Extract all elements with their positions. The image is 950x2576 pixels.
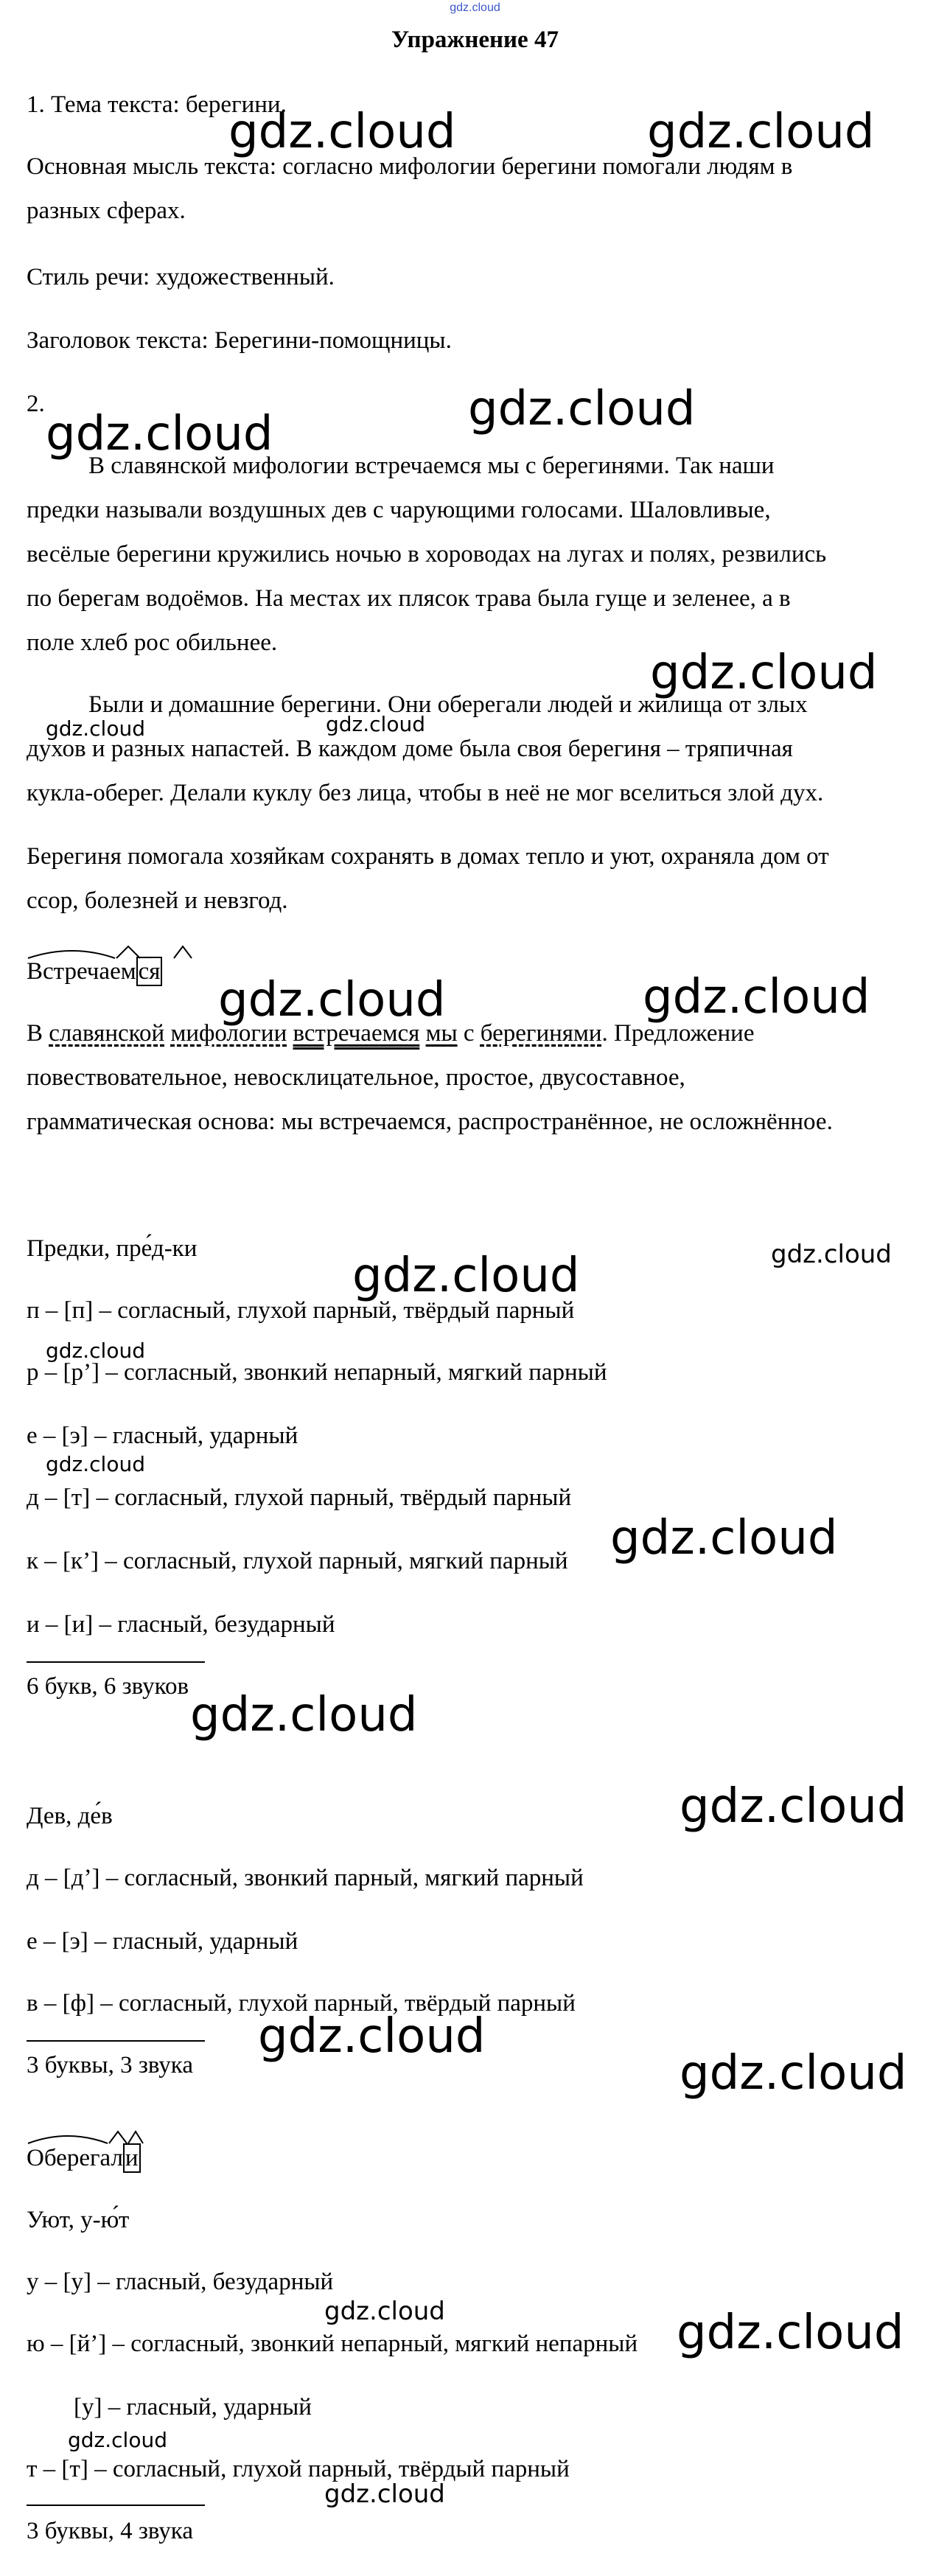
watermark: gdz.cloud bbox=[326, 712, 425, 736]
watermark: gdz.cloud bbox=[46, 1338, 145, 1363]
text-speech-style: Стиль речи: художественный. bbox=[27, 264, 335, 290]
paragraph-1-line: по берегам водоёмов. На местах их плясок трава была гуще и зеленее, а в bbox=[27, 585, 791, 612]
morpheme-marks bbox=[27, 2127, 174, 2149]
object-word: берегинями bbox=[480, 1020, 602, 1047]
phonetic-row: у – [у] – гласный, безударный bbox=[27, 2269, 334, 2295]
phonetic-row: т – [т] – согласный, глухой парный, твёрдый парный bbox=[27, 2456, 570, 2482]
watermark: gdz.cloud bbox=[643, 970, 870, 1025]
phonetic-word: Дев, де́в bbox=[27, 1803, 113, 1829]
phonetic-row: е – [э] – гласный, ударный bbox=[27, 1423, 298, 1449]
paragraph-1-line: предки называли воздушных дев с чарующими голосами. Шаловливые, bbox=[27, 497, 771, 523]
sentence-parse-line: грамматическая основа: мы встречаемся, распространённое, не осложнённое. bbox=[27, 1109, 833, 1135]
watermark: gdz.cloud bbox=[46, 407, 273, 461]
paragraph-1-line: поле хлеб рос обильнее. bbox=[27, 629, 278, 656]
phonetic-row: д – [д’] – согласный, звонкий парный, мягкий парный bbox=[27, 1865, 584, 1891]
paragraph-3-line: Берегиня помогала хозяйкам сохранять в домах тепло и уют, охраняла дом от bbox=[27, 843, 829, 870]
paragraph-2-line: кукла-оберег. Делали куклу без лица, чтобы в неё не мог вселиться злой дух. bbox=[27, 780, 824, 806]
paragraph-1-line: весёлые берегини кружились ночью в хороводах на лугах и полях, резвились bbox=[27, 541, 827, 568]
morpheme-ending: и bbox=[123, 2143, 141, 2173]
predicate-word: встречаемся bbox=[293, 1020, 420, 1047]
subject-word: мы bbox=[425, 1020, 458, 1047]
phonetic-row: в – [ф] – согласный, глухой парный, твёрдый парный bbox=[27, 1990, 576, 2017]
watermark: gdz.cloud bbox=[228, 105, 456, 159]
watermark: gdz.cloud bbox=[258, 2009, 486, 2064]
phonetic-row: р – [р’] – согласный, звонкий непарный, мягкий парный bbox=[27, 1359, 607, 1386]
phonetic-total: 3 буквы, 4 звука bbox=[27, 2518, 193, 2544]
phonetic-word: Предки, пре́д-ки bbox=[27, 1235, 198, 1262]
watermark: gdz.cloud bbox=[352, 1249, 580, 1303]
morpheme-marks bbox=[27, 942, 218, 964]
morpheme-suffix: л bbox=[111, 2145, 123, 2171]
watermark: gdz.cloud bbox=[468, 382, 696, 436]
watermark: gdz.cloud bbox=[650, 646, 878, 700]
phonetic-row: и – [и] – гласный, безударный bbox=[27, 1611, 335, 1638]
item-number-2: 2. bbox=[27, 391, 45, 417]
watermark: gdz.cloud bbox=[324, 2479, 445, 2509]
phonetic-word: Уют, у-ю́т bbox=[27, 2207, 130, 2233]
watermark: gdz.cloud bbox=[46, 716, 145, 741]
phonetic-row: ю – [й’] – согласный, звонкий непарный, мягкий непарный bbox=[27, 2331, 638, 2357]
site-label-small: gdz.cloud bbox=[450, 1, 500, 14]
watermark: gdz.cloud bbox=[324, 2297, 445, 2326]
text-main-idea: Основная мысль текста: согласно мифологии берегини помогали людям в bbox=[27, 153, 793, 180]
phonetic-row: п – [п] – согласный, глухой парный, твёрдый парный bbox=[27, 1297, 575, 1324]
text-heading: Заголовок текста: Берегини-помощницы. bbox=[27, 327, 452, 354]
paragraph-3-line: ссор, болезней и невзгод. bbox=[27, 887, 288, 914]
morpheme-ending: ся bbox=[136, 957, 163, 986]
watermark: gdz.cloud bbox=[680, 1779, 907, 1834]
watermark: gdz.cloud bbox=[610, 1511, 838, 1566]
watermark: gdz.cloud bbox=[46, 1452, 145, 1476]
phonetic-row: [у] – гласный, ударный bbox=[74, 2394, 312, 2420]
attribute-word: славянской bbox=[49, 1020, 165, 1047]
paragraph-2-line: духов и разных напастей. В каждом доме была своя берегиня – тряпичная bbox=[27, 736, 793, 762]
morpheme-root: Встреча bbox=[27, 958, 111, 985]
watermark: gdz.cloud bbox=[771, 1240, 892, 1269]
phonetic-total: 3 буквы, 3 звука bbox=[27, 2052, 193, 2078]
watermark: gdz.cloud bbox=[680, 2046, 907, 2101]
paragraph-1-line: В славянской мифологии встречаемся мы с берегинями. Так наши bbox=[88, 453, 775, 479]
page-title: Упражнение 47 bbox=[391, 27, 559, 53]
divider bbox=[27, 1661, 205, 1663]
phonetic-row: д – [т] – согласный, глухой парный, твёрдый парный bbox=[27, 1484, 572, 1511]
morpheme-root: Оберега bbox=[27, 2145, 111, 2171]
phonetic-row: е – [э] – гласный, ударный bbox=[27, 1928, 298, 1955]
divider bbox=[27, 2505, 205, 2506]
watermark: gdz.cloud bbox=[677, 2306, 904, 2360]
circumstance-word: мифологии bbox=[170, 1020, 287, 1047]
watermark: gdz.cloud bbox=[68, 2428, 167, 2452]
sentence-parse-line: повествовательное, невосклицательное, простое, двусоставное, bbox=[27, 1064, 685, 1091]
watermark: gdz.cloud bbox=[647, 105, 875, 159]
morpheme-suffix: ем bbox=[110, 958, 136, 985]
watermark: gdz.cloud bbox=[218, 973, 446, 1027]
text-theme: 1. Тема текста: берегини. bbox=[27, 91, 287, 118]
text-main-idea-cont: разных сферах. bbox=[27, 198, 186, 224]
phonetic-row: к – [к’] – согласный, глухой парный, мягкий парный bbox=[27, 1548, 568, 1574]
sentence-parse-line: В славянской мифологии встречаемся мы с берегинями. Предложение bbox=[27, 1020, 755, 1047]
paragraph-2-line: Были и домашние берегини. Они оберегали людей и жилища от злых bbox=[88, 691, 808, 718]
divider bbox=[27, 2040, 205, 2042]
watermark: gdz.cloud bbox=[190, 1688, 418, 1742]
phonetic-total: 6 букв, 6 звуков bbox=[27, 1673, 189, 1700]
